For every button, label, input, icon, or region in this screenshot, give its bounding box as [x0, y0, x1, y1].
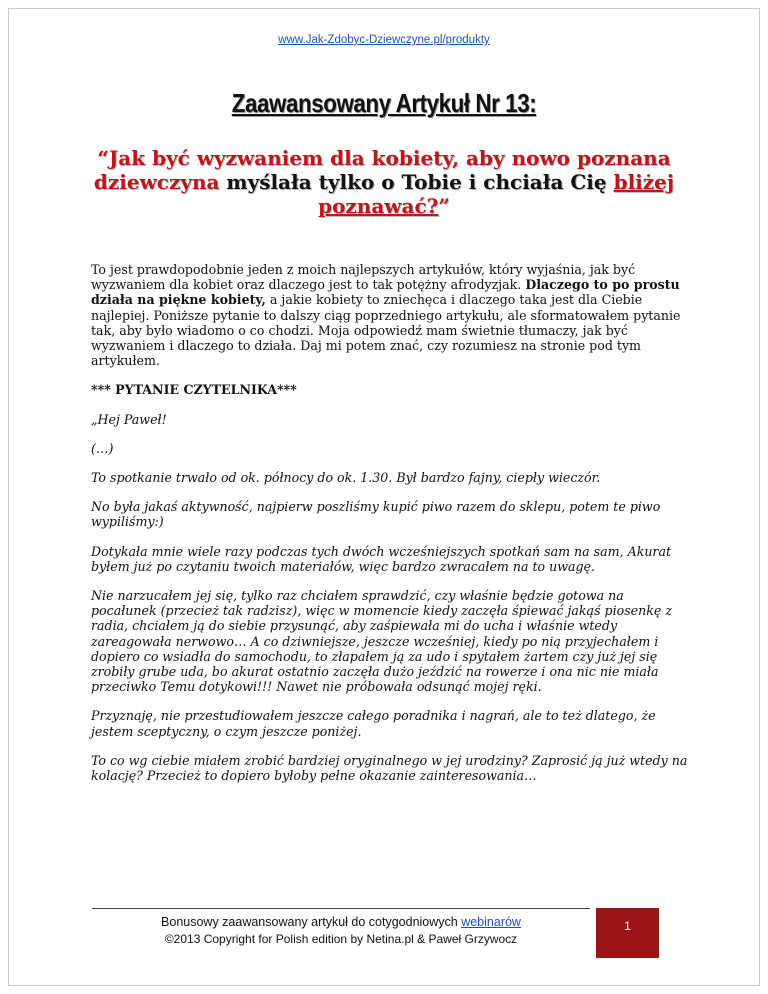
footer-caption: Bonusowy zaawansowany artykuł do cotygodniowych: [161, 915, 462, 929]
footer-line-1: [92, 914, 590, 931]
intro-paragraph: [91, 262, 691, 368]
page-title: Zaawansowany Artykuł Nr 13:: [231, 88, 537, 118]
intro-text-2: a jakie kobiety to zniechęca i dlaczego taka jest dla Ciebie najlepiej. Poniższe pytanie to dalszy ciąg poprzedniego artykułu, ale sformatowałem pytanie tak, aby było wiadomo o co chodzi. Moja odpowiedź mam świetnie tłumaczy, jak być wyzwaniem i dlaczego to działa. Daj mi potem znać, czy rozumiesz na stronie pod tym artykułem.: [91, 292, 681, 369]
letter-text: Dotykała mnie wiele razy podczas tych dwóch wcześniejszych spotkań sam na sam, Akurat byłem już po czytaniu twoich materiałów, więc bardzo zwracałem na to uwagę.: [91, 543, 672, 574]
question-header-text: *** PYTANIE CZYTELNIKA***: [91, 382, 297, 398]
letter-paragraph: [91, 499, 691, 529]
letter-greeting: „Hej Paweł!: [91, 411, 167, 427]
letter-text: To co wg ciebie miałem zrobić bardziej oryginalnego w jej urodziny? Zaprosić ją już wtedy na kolację? Przecież to dopiero byłoby pełne okazanie zainteresowania…: [91, 752, 688, 784]
footer-divider: [92, 908, 590, 909]
page-number-badge: 1: [596, 908, 659, 958]
letter-text: To spotkanie trwało od ok. północy do ok. 1.30. Był bardzo fajny, ciepły wieczór.: [91, 470, 601, 486]
article-subtitle: [84, 146, 684, 218]
webinar-link[interactable]: webinarów: [461, 915, 521, 929]
letter-paragraph: [91, 441, 691, 456]
letter-paragraph: [91, 753, 691, 783]
letter-ellipsis: (…): [91, 440, 114, 456]
letter-paragraph: [91, 470, 691, 485]
footer: [92, 914, 590, 948]
header-url-link[interactable]: www.Jak-Zdobyc-Dziewczyne.pl/produkty: [278, 34, 490, 46]
question-header: [91, 382, 691, 397]
footer-copyright: ©2013 Copyright for Polish edition by Netina.pl & Paweł Grzywocz: [164, 932, 518, 946]
subtitle-red-part: “Jak być wyzwaniem dla kobiety, aby nowo poznana dziewczyna: [93, 146, 671, 194]
letter-text: Nie narzucałem jej się, tylko raz chciałem sprawdzić, czy właśnie będzie gotowa na pocałunek (przecież tak radzisz), więc w momencie kiedy zaczęła śpiewać jakąś piosenkę z radia, chciałem ją do siebie przysunąć, aby zaśpiewała mi do ucha i właśnie wtedy zareagowała nerwowo… A co dziwniejsze, jeszcze wcześniej, kiedy po nią przyjechałem i dopiero co wsiadła do samochodu, to złapałem ją za udo i spytałem żartem czy już jej się zrobiły grube uda, bo akurat ostatnio zaczęła dużo jeździć na rowerze i ona nic nie miała przeciwko Temu dotykowi!!! Nawet nie próbowała odsunąć mojej ręki.: [91, 588, 672, 695]
letter-text: Przyznaję, nie przestudiowałem jeszcze całego poradnika i nagrań, ale to też dlatego, że jestem sceptyczny, o czym jeszcze poniżej.: [91, 708, 656, 739]
subtitle-closing-quote: ”: [438, 194, 450, 218]
letter-paragraph: [91, 544, 691, 574]
intro-bold: Dlaczego to po prostu działa na piękne kobiety,: [91, 277, 680, 308]
article-body: [91, 262, 691, 797]
letter-paragraph: [91, 412, 691, 427]
subtitle-black-part: myślała tylko o Tobie i chciała Cię: [219, 170, 614, 194]
subtitle-red-underlined: bliżej poznawać?: [318, 170, 675, 218]
letter-paragraph: [91, 708, 691, 738]
letter-paragraph: [91, 588, 691, 694]
letter-text: No była jakaś aktywność, najpierw poszliśmy kupić piwo razem do sklepu, potem te piwo wypiliśmy:): [91, 499, 661, 530]
intro-text-1: To jest prawdopodobnie jeden z moich najlepszych artykułów, który wyjaśnia, jak być wyzwaniem dla kobiet oraz dlaczego jest to tak potężny afrodyzjak.: [91, 262, 636, 293]
